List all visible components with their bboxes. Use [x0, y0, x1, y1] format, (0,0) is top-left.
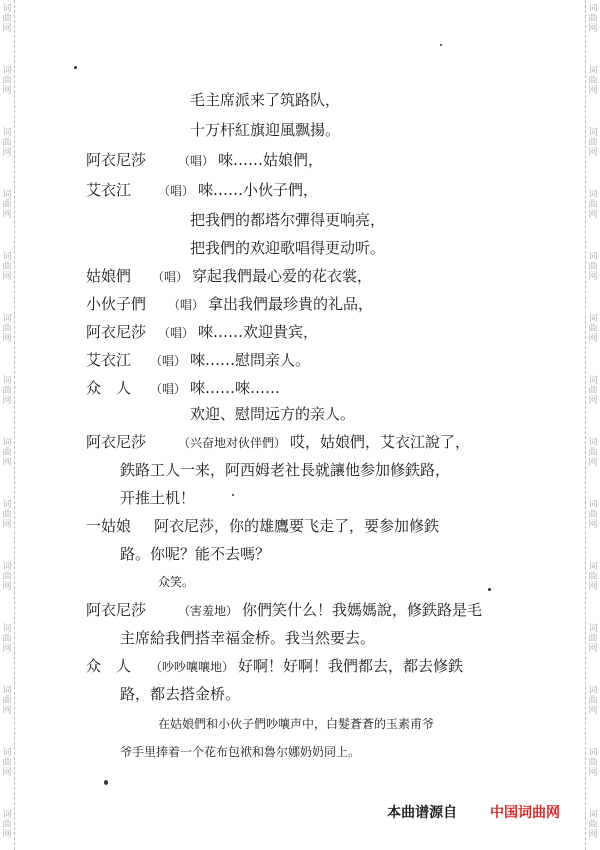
lyric-text: 唻……慰問亲人。 [190, 351, 311, 369]
watermark-char: 网 [588, 24, 598, 34]
watermark-mark [1, 376, 13, 406]
watermark-mark [1, 562, 13, 592]
watermark-char: 词 [2, 624, 12, 634]
lyric-text: 唻……欢迎貴宾， [198, 323, 319, 341]
speaker-name: 众 人 [86, 657, 132, 675]
dialogue-line [86, 432, 470, 453]
watermark-char: 词 [2, 500, 12, 510]
ink-speck [104, 780, 108, 785]
watermark-mark [1, 252, 13, 282]
dialogue-text: 主席給我們搭幸福金桥。我当然要去。 [120, 629, 376, 647]
watermark-char: 词 [588, 562, 598, 572]
lyric-line [86, 150, 323, 171]
lyric-line [86, 180, 318, 201]
watermark-char: 曲 [2, 262, 12, 272]
stage-direction: （唱） [150, 382, 187, 396]
dialogue-line [158, 572, 194, 592]
watermark-char: 曲 [588, 200, 598, 210]
watermark-char: 曲 [2, 572, 12, 582]
watermark-char: 词 [2, 66, 12, 76]
dialogue-line [86, 516, 439, 536]
watermark-char: 词 [588, 438, 598, 448]
dialogue-text: 鉄路工人一来，阿西姆老社長就讓他参加修鉄路， [120, 461, 451, 479]
watermark-mark [1, 686, 13, 716]
watermark-char: 词 [588, 252, 598, 262]
dialogue-line [120, 684, 240, 704]
dialogue-line [120, 544, 270, 564]
watermark-mark [587, 314, 599, 344]
watermark-mark [587, 562, 599, 592]
lyric-text: 把我們的都塔尔彈得更响亮， [190, 211, 386, 229]
stage-direction: 众笑。 [158, 575, 195, 589]
watermark-char: 曲 [2, 76, 12, 86]
lyric-text: 把我們的欢迎歌唱得更动听。 [190, 239, 386, 257]
lyric-line [190, 90, 340, 110]
watermark-char: 网 [2, 210, 12, 220]
watermark-char: 网 [2, 458, 12, 468]
watermark-mark [587, 252, 599, 282]
watermark-char: 网 [588, 210, 598, 220]
watermark-char: 词 [2, 438, 12, 448]
watermark-char: 词 [588, 66, 598, 76]
lyric-line [86, 294, 373, 315]
speaker-name: 众 人 [86, 379, 132, 397]
watermark-char: 网 [588, 396, 598, 406]
lyric-line [86, 322, 318, 343]
watermark-char: 网 [588, 830, 598, 840]
lyric-text: 毛主席派来了筑路队， [190, 91, 341, 109]
lyric-text: 欢迎、慰問远方的亲人。 [190, 405, 356, 423]
lyric-text: 十万杆紅旗迎風飘揚。 [190, 121, 341, 139]
dialogue-line [120, 488, 195, 508]
ink-speck [74, 66, 77, 69]
watermark-char: 词 [2, 4, 12, 14]
watermark-char: 词 [2, 686, 12, 696]
watermark-char: 网 [588, 582, 598, 592]
watermark-mark [1, 128, 13, 158]
watermark-char: 曲 [588, 14, 598, 24]
speaker-name: 阿衣尼莎 [86, 151, 147, 169]
watermark-char: 词 [588, 748, 598, 758]
watermark-char: 网 [2, 582, 12, 592]
watermark-char: 曲 [2, 758, 12, 768]
watermark-char: 词 [588, 686, 598, 696]
stage-direction: （害羞地） [178, 604, 239, 618]
lyric-text: 拿出我們最珍貴的礼品， [208, 295, 374, 313]
stage-direction: （唱） [152, 270, 189, 284]
stage-direction: （唱） [150, 354, 187, 368]
speaker-name: 小伙子們 [86, 295, 147, 313]
speaker-name: 姑娘們 [86, 267, 132, 285]
watermark-char: 曲 [2, 14, 12, 24]
watermark-char: 曲 [2, 820, 12, 830]
watermark-char: 曲 [2, 324, 12, 334]
watermark-char: 网 [2, 830, 12, 840]
watermark-char: 曲 [588, 138, 598, 148]
watermark-mark [1, 4, 13, 34]
lyric-line [190, 404, 355, 424]
stage-direction: （唱） [178, 154, 215, 168]
watermark-char: 网 [2, 706, 12, 716]
watermark-mark [587, 748, 599, 778]
speaker-name: 艾衣江 [86, 181, 132, 199]
dialogue-text: 好啊！好啊！我們都去，都去修鉄 [238, 657, 464, 675]
watermark-char: 曲 [588, 572, 598, 582]
watermark-char: 词 [588, 624, 598, 634]
watermark-char: 网 [2, 520, 12, 530]
lyric-line [190, 238, 385, 258]
watermark-mark [587, 66, 599, 96]
watermark-mark [1, 500, 13, 530]
lyric-line [86, 378, 280, 399]
watermark-mark [587, 128, 599, 158]
watermark-char: 网 [588, 272, 598, 282]
dialogue-text: 路。你呢？能不去嗎？ [120, 545, 271, 563]
watermark-mark [1, 190, 13, 220]
watermark-mark [1, 66, 13, 96]
watermark-mark [1, 748, 13, 778]
watermark-char: 网 [2, 24, 12, 34]
stage-direction-line: 爷手里捧着一个花布包袱和魯尔娜奶奶同上。 [120, 745, 361, 759]
watermark-char: 曲 [588, 76, 598, 86]
watermark-mark [587, 438, 599, 468]
site-brand[interactable]: 中国词曲网 [490, 805, 560, 821]
dialogue-text: 你們笑什么！我媽媽說，修鉄路是毛 [242, 601, 483, 619]
watermark-char: 网 [588, 86, 598, 96]
ink-speck [488, 588, 491, 591]
watermark-char: 词 [588, 4, 598, 14]
ink-speck [232, 494, 234, 496]
watermark-char: 曲 [2, 634, 12, 644]
watermark-mark [587, 686, 599, 716]
watermark-mark [1, 438, 13, 468]
watermark-char: 曲 [588, 696, 598, 706]
stage-direction: （吵吵嚷嚷地） [150, 660, 235, 674]
watermark-char: 词 [588, 190, 598, 200]
watermark-char: 网 [2, 644, 12, 654]
watermark-char: 网 [2, 272, 12, 282]
lyric-line [86, 350, 310, 371]
watermark-mark [587, 190, 599, 220]
watermark-mark [587, 624, 599, 654]
watermark-char: 网 [2, 768, 12, 778]
watermark-char: 网 [2, 334, 12, 344]
watermark-char: 词 [588, 376, 598, 386]
stage-direction-line: 在姑娘們和小伙子們吵嚷声中，白髮蒼蒼的玉素甫爷 [158, 717, 435, 731]
watermark-char: 网 [588, 768, 598, 778]
watermark-char: 网 [588, 458, 598, 468]
watermark-char: 网 [2, 148, 12, 158]
watermark-char: 曲 [588, 510, 598, 520]
watermark-mark [1, 314, 13, 344]
source-label: 本曲谱源自 [387, 805, 458, 821]
lyric-text: 唻……小伙子們， [198, 181, 319, 199]
watermark-mark [587, 500, 599, 530]
watermark-mark [587, 810, 599, 840]
watermark-char: 词 [2, 748, 12, 758]
lyric-text: 穿起我們最心爱的花衣裳， [192, 267, 373, 285]
speaker-name: 阿衣尼莎 [86, 433, 147, 451]
watermark-mark [1, 624, 13, 654]
watermark-char: 网 [588, 644, 598, 654]
watermark-char: 曲 [2, 696, 12, 706]
dialogue-line [120, 628, 375, 648]
stage-direction: （兴奋地对伙伴們） [178, 436, 287, 450]
dialogue-line [120, 460, 450, 480]
watermark-char: 曲 [588, 262, 598, 272]
watermark-char: 曲 [588, 820, 598, 830]
watermark-mark [1, 810, 13, 840]
watermark-char: 曲 [588, 386, 598, 396]
dialogue-text: 哎，姑娘們，艾衣江說了， [290, 433, 471, 451]
dialogue-text: 开推土机！ [120, 489, 196, 507]
watermark-char: 词 [588, 500, 598, 510]
lyric-line [190, 120, 340, 140]
watermark-char: 网 [588, 706, 598, 716]
watermark-char: 词 [2, 314, 12, 324]
watermark-char: 词 [2, 190, 12, 200]
lyric-line [86, 266, 372, 287]
dialogue-text: 阿衣尼莎，你的雄鷹要飞走了，要参加修鉄 [154, 517, 440, 535]
watermark-char: 网 [588, 520, 598, 530]
watermark-mark [587, 4, 599, 34]
stage-direction: （唱） [168, 298, 205, 312]
watermark-char: 曲 [2, 138, 12, 148]
speaker-name: 艾衣江 [86, 351, 132, 369]
watermark-mark [587, 376, 599, 406]
watermark-char: 词 [2, 810, 12, 820]
watermark-char: 词 [588, 314, 598, 324]
lyric-line [190, 210, 385, 230]
dialogue-line [86, 600, 482, 621]
watermark-char: 曲 [588, 324, 598, 334]
watermark-char: 曲 [588, 758, 598, 768]
speaker-name: 一姑娘 [86, 517, 132, 535]
lyric-text: 唻……唻…… [190, 379, 281, 397]
watermark-char: 词 [588, 128, 598, 138]
watermark-char: 曲 [2, 510, 12, 520]
watermark-char: 网 [588, 148, 598, 158]
watermark-char: 词 [2, 562, 12, 572]
source-footer [387, 802, 560, 822]
watermark-char: 曲 [2, 448, 12, 458]
speaker-name: 阿衣尼莎 [86, 601, 147, 619]
dialogue-line [86, 656, 463, 677]
dialogue-text: 路，都去搭金桥。 [120, 685, 241, 703]
speaker-name: 阿衣尼莎 [86, 323, 147, 341]
watermark-char: 曲 [2, 200, 12, 210]
watermark-char: 曲 [2, 386, 12, 396]
watermark-char: 曲 [588, 448, 598, 458]
watermark-char: 词 [2, 252, 12, 262]
watermark-char: 曲 [588, 634, 598, 644]
watermark-char: 网 [588, 334, 598, 344]
stage-direction: （唱） [158, 184, 195, 198]
stage-direction: （唱） [158, 326, 195, 340]
ink-speck [440, 44, 442, 46]
watermark-char: 网 [2, 396, 12, 406]
watermark-char: 网 [2, 86, 12, 96]
lyric-text: 唻……姑娘們， [218, 151, 324, 169]
watermark-char: 词 [2, 376, 12, 386]
watermark-char: 词 [2, 128, 12, 138]
watermark-char: 词 [588, 810, 598, 820]
